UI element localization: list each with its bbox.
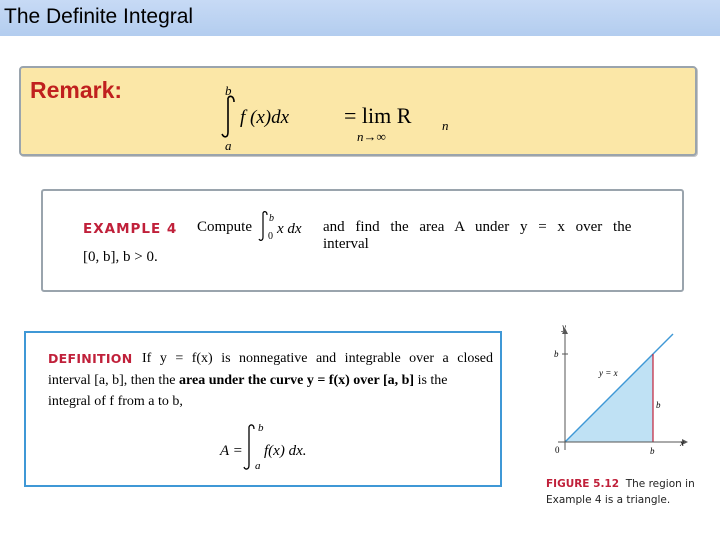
remark-integrand: f (x)dx (240, 107, 290, 128)
definition-line2-c: is the (414, 373, 448, 388)
definition-integral-sign (244, 425, 254, 469)
example-integral (257, 207, 317, 247)
x-tick-label: b (650, 446, 655, 456)
remark-sub: n (442, 118, 449, 133)
definition-lhs: A = (220, 443, 243, 459)
definition-upper: b (258, 422, 264, 434)
definition-line3: integral of f from a to b, (48, 394, 183, 409)
title-bar (0, 0, 720, 36)
side-label: b (656, 400, 661, 410)
triangle-figure (540, 322, 700, 462)
figure-caption-text: The region in Example 4 is a triangle. (546, 478, 695, 506)
definition-integrand: f(x) dx. (264, 443, 307, 459)
x-axis-label: x (680, 438, 684, 448)
remark-label: Remark: (30, 77, 123, 103)
line-label: y = x (599, 368, 618, 378)
definition-tag: DEFINITION (48, 351, 133, 366)
example-box (41, 189, 684, 292)
example-lower: 0 (268, 231, 273, 242)
example-line2: [0, b], b > 0. (83, 249, 158, 265)
example-integral-sign (259, 212, 267, 241)
definition-line2-bold: area under the curve y = f(x) over [a, b] (179, 373, 415, 388)
definition-line1: If y = f(x) is nonnegative and integrable over a closed (142, 351, 494, 366)
definition-box (24, 331, 502, 487)
figure-caption (546, 476, 716, 508)
definition-formula (218, 419, 358, 479)
definition-lower: a (255, 460, 261, 472)
remark-limit: n→∞ (357, 129, 386, 144)
integral-sign (222, 96, 234, 136)
example-tag: EXAMPLE 4 (83, 221, 178, 237)
example-integrand: x dx (277, 221, 302, 237)
figure-number: FIGURE 5.12 (546, 478, 620, 490)
definition-line2 (48, 373, 448, 389)
example-upper: b (269, 213, 274, 224)
remark-formula (216, 68, 476, 158)
remark-eq-lim: = lim R (344, 103, 412, 128)
example-compute: Compute (197, 219, 252, 235)
definition-line2-a: interval [a, b], then the (48, 373, 180, 388)
origin-label: 0 (555, 445, 560, 455)
slide-title: The Definite Integral (4, 5, 194, 28)
remark-upper: b (225, 83, 232, 98)
remark-box (19, 66, 697, 156)
y-axis-label: y (562, 322, 566, 332)
remark-lower: a (225, 138, 232, 153)
example-rest: and find the area A under y = x over the interval (323, 219, 632, 252)
y-tick-label: b (554, 349, 559, 359)
